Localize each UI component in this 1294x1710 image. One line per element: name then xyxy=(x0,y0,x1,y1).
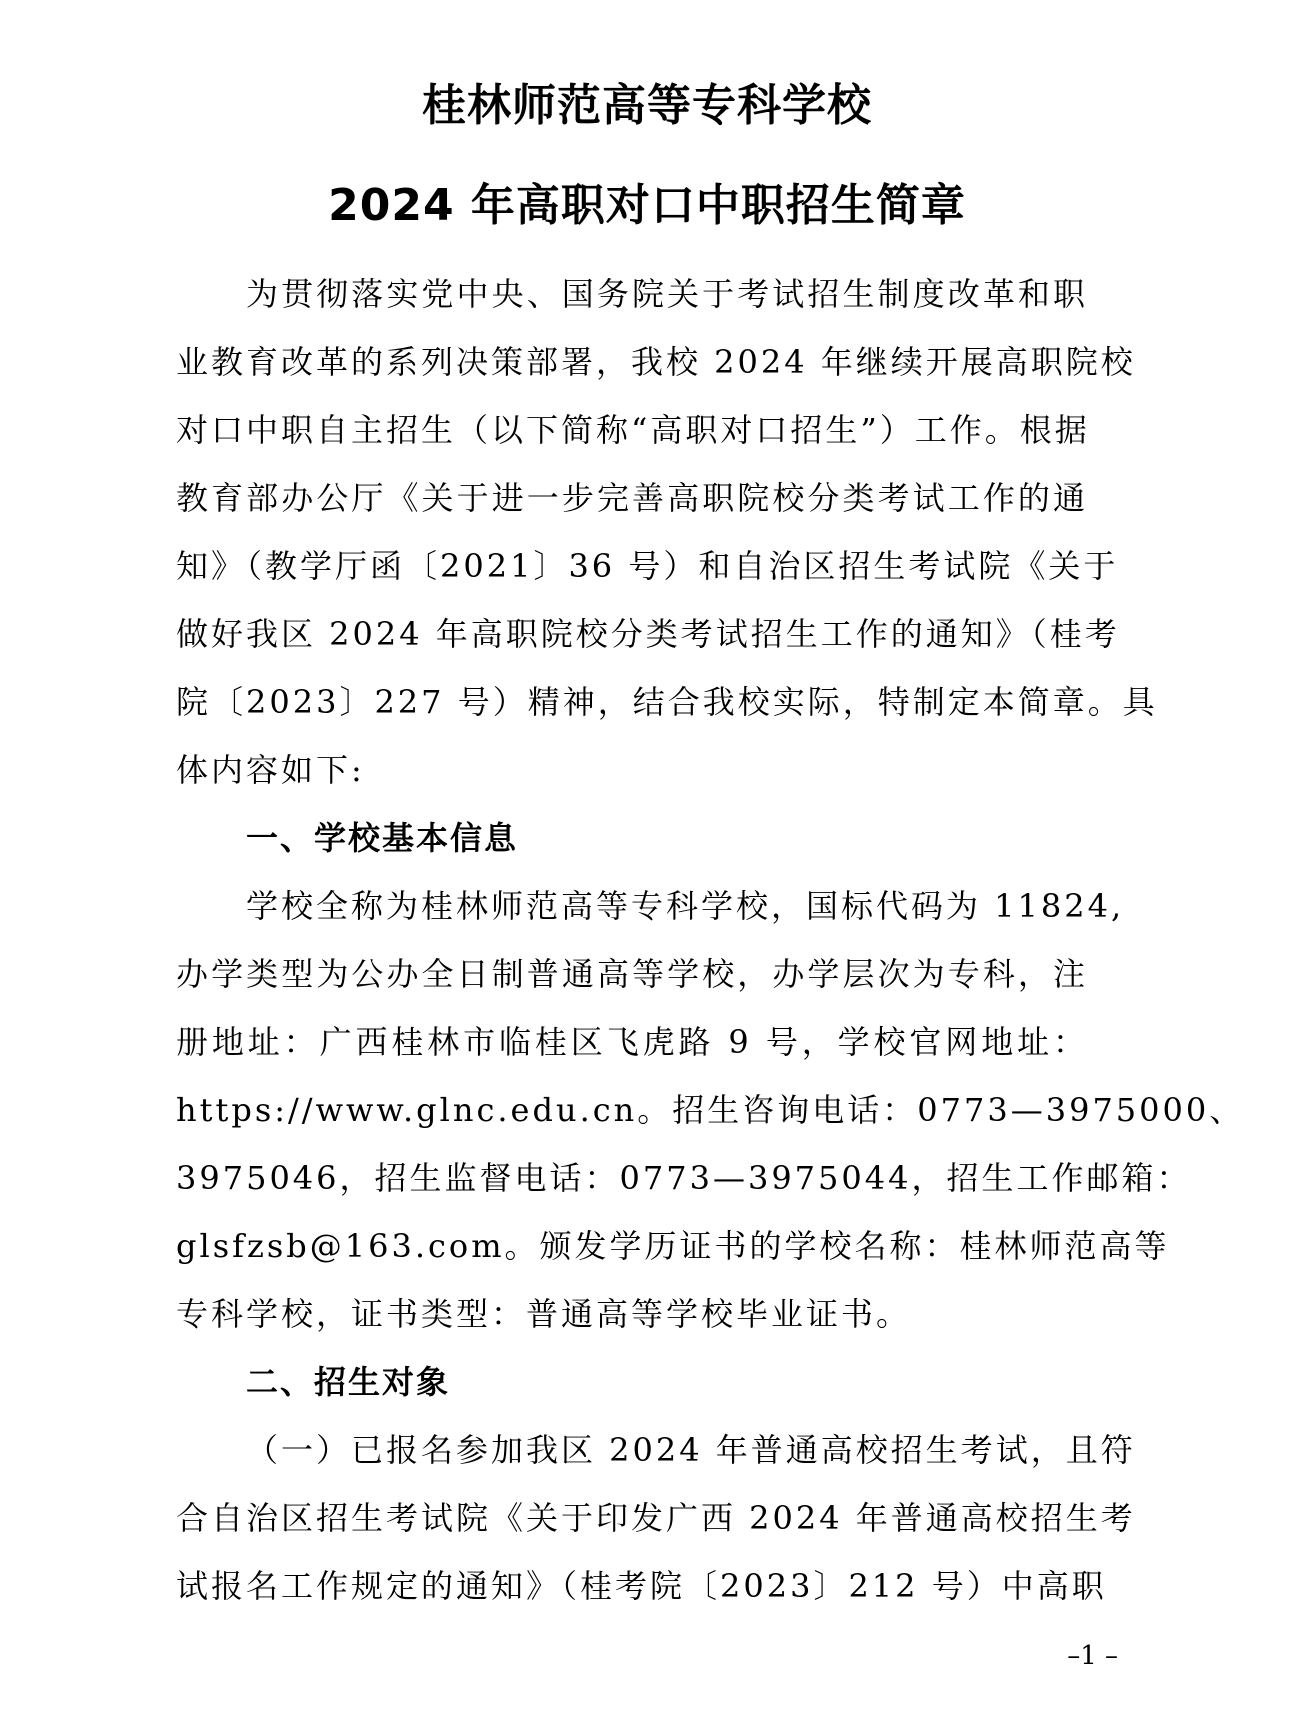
section-heading: 一、学校基本信息 xyxy=(246,819,519,857)
paragraph-line: （一）已报名参加我区 2024 年普通高校招生考试，且符 xyxy=(246,1431,1136,1469)
document-title-school: 桂林师范高等专科学校 xyxy=(422,80,872,131)
paragraph-line: 3975046，招生监督电话：0773—3975044，招生工作邮箱： xyxy=(176,1159,1192,1197)
paragraph-line: 知》（教学厅函〔2021〕36 号）和自治区招生考试院《关于 xyxy=(176,547,1119,585)
paragraph-line: 院〔2023〕227 号）精神，结合我校实际，特制定本简章。具 xyxy=(176,683,1158,721)
paragraph-line: 办学类型为公办全日制普通高等学校，办学层次为专科，注 xyxy=(176,955,1088,993)
paragraph-line: 对口中职自主招生（以下简称“高职对口招生”）工作。根据 xyxy=(176,411,1090,449)
paragraph-line: 体内容如下: xyxy=(176,751,365,789)
paragraph-line: 学校全称为桂林师范高等专科学校，国标代码为 11824, xyxy=(246,887,1125,925)
paragraph-line: 试报名工作规定的通知》（桂考院〔2023〕212 号）中高职 xyxy=(176,1567,1107,1605)
paragraph-line: 做好我区 2024 年高职院校分类考试招生工作的通知》（桂考 xyxy=(176,615,1120,653)
paragraph-line: glsfzsb@163.com。颁发学历证书的学校名称：桂林师范高等 xyxy=(176,1227,1170,1265)
section-heading: 二、招生对象 xyxy=(246,1363,451,1401)
document-title-brochure: 2024 年高职对口中职招生简章 xyxy=(328,180,966,231)
paragraph-line: 合自治区招生考试院《关于印发广西 2024 年普通高校招生考 xyxy=(176,1499,1136,1537)
paragraph-line: https://www.glnc.edu.cn。招生咨询电话：0773—3975000、 xyxy=(176,1091,1245,1129)
page-number: –1 – xyxy=(1067,1641,1118,1671)
paragraph-line: 专科学校，证书类型：普通高等学校毕业证书。 xyxy=(176,1295,912,1333)
paragraph-line: 为贯彻落实党中央、国务院关于考试招生制度改革和职 xyxy=(246,275,1088,313)
paragraph-line: 教育部办公厅《关于进一步完善高职院校分类考试工作的通 xyxy=(176,479,1088,517)
paragraph-line: 册地址：广西桂林市临桂区飞虎路 9 号，学校官网地址： xyxy=(176,1023,1088,1061)
paragraph-line: 业教育改革的系列决策部署，我校 2024 年继续开展高职院校 xyxy=(176,343,1136,381)
